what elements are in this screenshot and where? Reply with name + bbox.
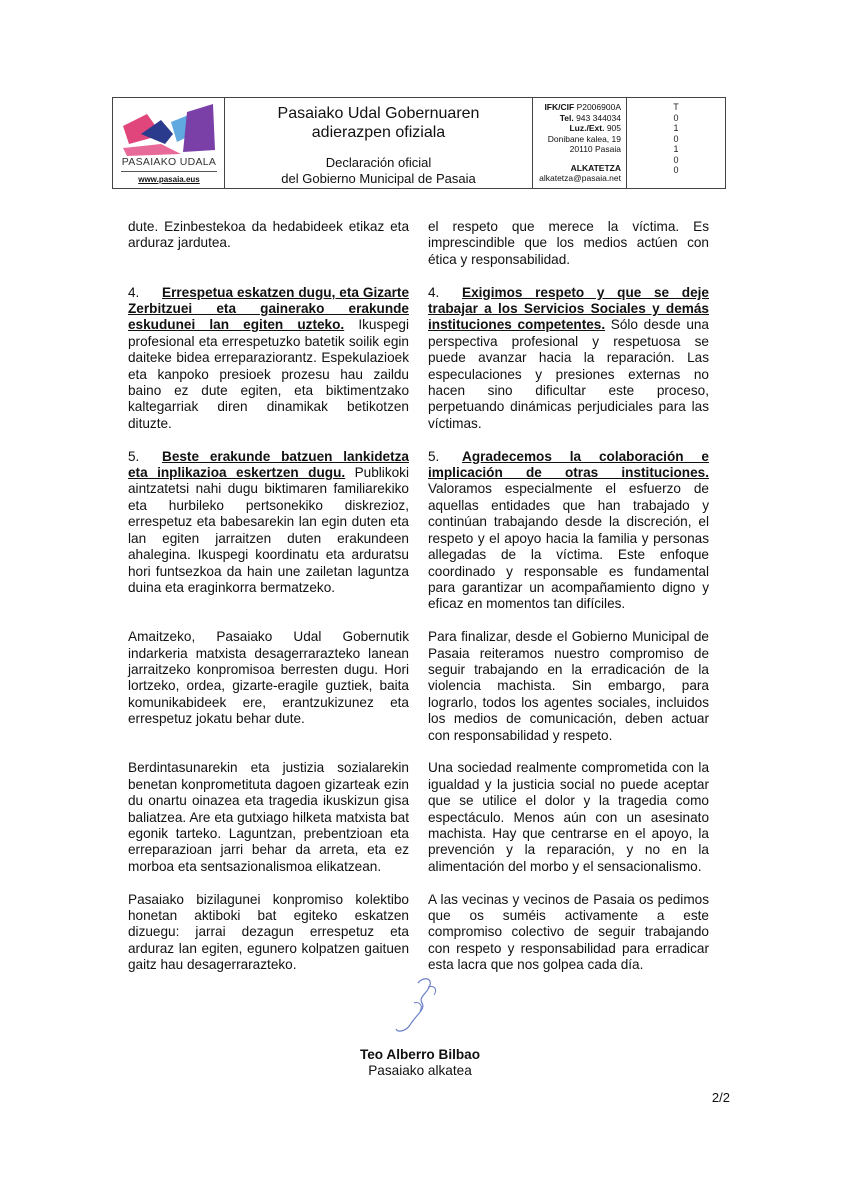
point-text: Ikuspegi profesional eta errespetuzko batetik soilik egin daiteke bidea erreparaziorantz. Espekulazioek eta kanpoko presioek prozesu hau zaildu baino ez dute egiten, eta biktimentzako kaltegarriak diren dinamikak betikotzen dituzte.: [128, 317, 409, 431]
code-char: 1: [673, 123, 679, 133]
contact-info: [533, 98, 627, 188]
tel-label: Tel.: [559, 112, 574, 123]
point-text: Publikoki aintzatetsi nahi dugu biktimaren familiarekiko eta hurbileko pertsonekiko diskrezioz, errespetuz eta babesarekin lan egin duten eta lan egiten jarraitzen duten erakundeen ahalegina. Ikuspegi koordinatu eta arduratsu hori funtsezkoa da hain une zailetan laguntza duina eta eraginkorra bermatzeko.: [128, 465, 409, 595]
code-char: 1: [673, 144, 679, 154]
tel-line: [533, 113, 621, 124]
code-char: 0: [673, 112, 679, 123]
title-spanish-line2: del Gobierno Municipal de Pasaia: [281, 171, 476, 186]
title-basque: [225, 104, 532, 142]
code-char: T: [673, 102, 679, 112]
email-link[interactable]: alkatetza@pasaia.net: [539, 173, 621, 183]
title-spanish-line1: Declaración oficial: [325, 155, 432, 170]
handwritten-signature: [388, 975, 458, 1035]
pasaia-logo: [121, 104, 217, 156]
cif-value: P2006900A: [576, 102, 621, 112]
document-code: [627, 98, 725, 188]
basque-column: [128, 219, 409, 974]
info-gap: [533, 155, 621, 163]
address-line2: 20110 Pasaia: [569, 144, 621, 154]
paragraph-continued: el respeto que merece la víctima. Es imprescindible que los medios actúen con ética y responsabilidad.: [428, 219, 709, 267]
code-char: 0: [673, 165, 679, 175]
paragraph-point-4: [128, 285, 409, 433]
paragraph-society: Una sociedad realmente comprometida con la igualdad y la justicia social no puede aceptar que se utilice el dolor y la tragedia como espectáculo. Menos aún con un asesinato machista. Hay que centrarse en el apoyo, la prevención y la reparación, y no en la alimentación del morbo y el sensacionalismo.: [428, 760, 709, 874]
paragraph-closing: Amaitzeko, Pasaiako Udal Gobernutik indarkeria matxista desagerrarazteko lanean jarraitzeko konpromisoa berresten dugu. Hori lortzeko, ordea, gizarte-eragile guztiek, baita komunikabideek ere, erantzukizunez eta errespetuz jokatu behar dute.: [128, 629, 409, 727]
letterhead: [112, 97, 726, 189]
paragraph-closing: Para finalizar, desde el Gobierno Municipal de Pasaia reiteramos nuestro compromiso de seguir trabajando en la erradicación de la violencia machista. Sin embargo, para lograrlo, todos los agentes sociales, incluidos los medios de comunicación, deben actuar con responsabilidad y respeto.: [428, 629, 709, 743]
point-number: 5.: [428, 448, 440, 464]
ext-label: Luz./Ext.: [569, 123, 605, 133]
paragraph-continued: dute. Ezinbestekoa da hedabideek etikaz eta arduraz jardutea.: [128, 219, 409, 251]
paragraph-point-5: [428, 449, 709, 613]
tel-value: 943 344034: [576, 112, 621, 123]
point-number: 5.: [128, 448, 140, 464]
page-number: 2/2: [711, 1090, 730, 1105]
paragraph-point-5: [128, 449, 409, 597]
signer-name: Teo Alberro Bilbao: [359, 1047, 481, 1062]
point-text: Sólo desde una perspectiva profesional y respetuosa se puede avanzar hacia la reparación. Las especulaciones y presiones externas no hacen sino dificultar este proceso, perpetuando dinámicas perjudiciales para las víctimas.: [428, 317, 709, 431]
code-char: 0: [673, 154, 679, 165]
point-heading: Exigimos respeto y que se deje trabajar a los Servicios Sociales y demás instituciones competentes.: [428, 284, 709, 333]
website-link[interactable]: www.pasaia.eus: [138, 175, 200, 184]
paragraph-society: Berdintasunarekin eta justizia sozialarekin benetan konprometituta dagoen gizarteak ezin du onartu oinazea eta tragedia ikuskizun gisa baliatzea. Are eta gutxiago hilketa matxista bat egonik tarteko. Laguntzan, prebentzioan eta erreparazioan jarri behar da arreta, eta ez morboa eta sentsazionalismoa elikatzean.: [128, 760, 409, 874]
logo-divider: [121, 171, 217, 172]
department-name: ALKATETZA: [570, 162, 621, 173]
logo-text: PASAIAKO UDALA: [121, 156, 217, 168]
point-heading: Errespetua eskatzen dugu, eta Gizarte Zerbitzuei eta gainerako erakunde eskudunei lan egiten uzteko.: [128, 284, 409, 333]
ext-line: [533, 123, 621, 134]
signer-block: [300, 1047, 540, 1079]
paragraph-appeal: Pasaiako bizilagunei konpromiso kolektibo honetan aktiboki bat egiteko eskatzen dizuegu: jarrai dezagun errespetuz eta arduraz lan egiten, egunero kolpatzen gaituen gaitz hau desagerrarazteko.: [128, 891, 409, 973]
paragraph-appeal: A las vecinas y vecinos de Pasaia os pedimos que os suméis activamente a este compromiso colectivo de seguir trabajando con respeto y responsabilidad para erradicar esta lacra que nos golpea cada día.: [428, 891, 709, 973]
title-cell: [225, 98, 533, 188]
title-basque-line1: Pasaiako Udal Gobernuaren: [277, 105, 480, 122]
paragraph-point-4: [428, 285, 709, 433]
point-heading: Agradecemos la colaboración e implicación de otras instituciones.: [428, 448, 709, 481]
point-heading: Beste erakunde batzuen lankidetza eta inplikazioa eskertzen dugu.: [128, 448, 409, 481]
address-line1: Donibane kalea, 19: [547, 133, 621, 144]
point-text: Valoramos especialmente el esfuerzo de aquellas entidades que han trabajado y continúan trabajando desde la discreción, el respeto y el apoyo hacia la familia y personas allegadas de la víctima. Este enfoque coordinado y responsable es fundamental para garantizar un acompañamiento digno y eficaz en momentos tan difíciles.: [428, 481, 709, 612]
title-spanish: [225, 155, 532, 187]
point-number: 4.: [428, 284, 440, 300]
spanish-column: [428, 219, 709, 974]
logo-cell: [113, 98, 225, 188]
cif-line: [533, 102, 621, 113]
title-basque-line2: adierazpen ofiziala: [311, 124, 446, 141]
cif-label: IFK/CIF: [544, 102, 575, 112]
code-char: 0: [673, 133, 679, 144]
ext-value: 905: [606, 123, 621, 133]
signer-role: Pasaiako alkatea: [368, 1063, 472, 1078]
point-number: 4.: [128, 284, 140, 300]
